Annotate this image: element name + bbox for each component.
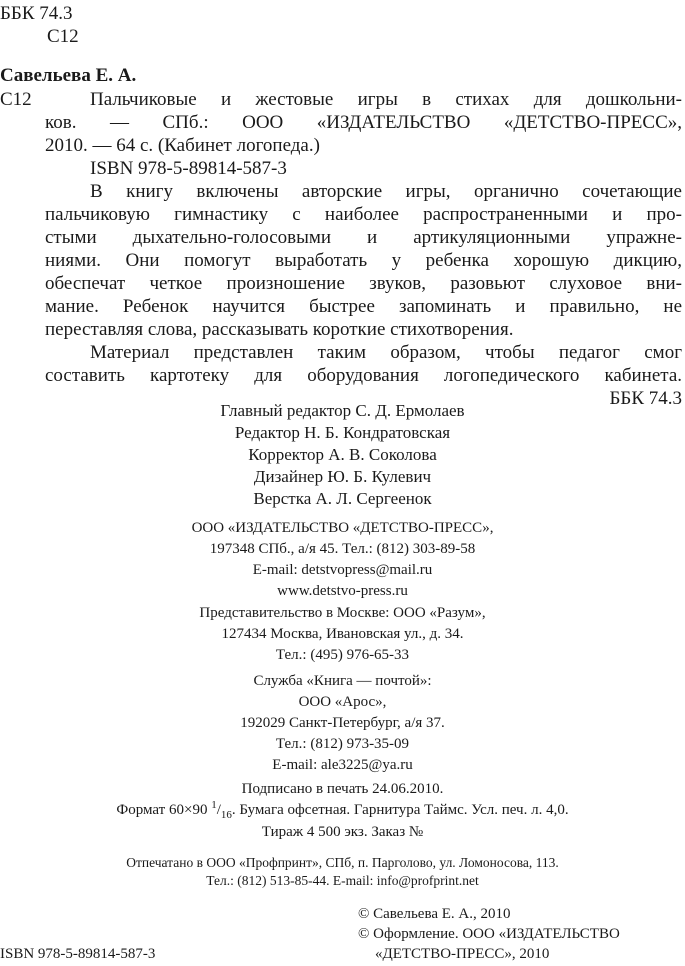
printer-line: Тел.: (812) 513-85-44. E-mail: info@profprint.net (206, 873, 479, 888)
credit-line: Корректор А. В. Соколова (248, 445, 437, 464)
publisher-info (0, 519, 685, 603)
publisher-line: E-mail: detstvopress@mail.ru (252, 562, 433, 578)
annotation-line: Материал представлен таким образом, чтобы педагог смог (90, 342, 682, 363)
mail-service-line: 192029 Санкт-Петербург, а/я 37. (240, 715, 445, 731)
record-line-2: ков. — СПб.: ООО «ИЗДАТЕЛЬСТВО «ДЕТСТВО-ПРЕСС», (45, 112, 682, 133)
record-line-3: 2010. — 64 с. (Кабинет логопеда.) (45, 135, 320, 156)
author-heading: Савельева Е. А. (0, 65, 137, 86)
annotation-line: составить картотеку для оборудования логопедического кабинета. (45, 365, 682, 386)
copyright-line: © Савельева Е. А., 2010 (358, 906, 511, 922)
moscow-line: 127434 Москва, Ивановская ул., д. 34. (221, 626, 464, 642)
format-line: Формат 60×90 $^1/_{16}$. Бумага офсетная. Гарнитура Таймс. Усл. печ. л. 4,0. (116, 799, 569, 821)
publisher-line: ООО «ИЗДАТЕЛЬСТВО «ДЕТСТВО-ПРЕСС», (191, 520, 494, 536)
annotation-line: ниями. Они помогут выработать у ребенка хорошую дикцию, (45, 250, 682, 271)
credit-line: Главный редактор С. Д. Ермолаев (220, 401, 465, 420)
publisher-line: 197348 СПб., а/я 45. Тел.: (812) 303-89-58 (209, 541, 476, 557)
mail-service-line: Тел.: (812) 973-35-09 (275, 736, 410, 752)
signed-for-print: Подписано в печать 24.06.2010. (241, 781, 444, 797)
mail-service (0, 672, 685, 777)
annotation-line: переставляя слова, рассказывать короткие стихотворения. (45, 319, 514, 340)
credit-line: Дизайнер Ю. Б. Кулевич (253, 467, 432, 486)
bbk-code-bottom: ББК 74.3 (609, 388, 682, 409)
moscow-line: Представительство в Москве: ООО «Разум», (199, 605, 486, 621)
fraction-numerator: 1 (211, 799, 217, 811)
record-cutter: С12 (0, 89, 32, 110)
credit-line: Редактор Н. Б. Кондратовская (234, 423, 451, 442)
moscow-office (0, 604, 685, 667)
print-data (0, 780, 685, 844)
credit-line: Верстка А. Л. Сергеенок (253, 489, 432, 508)
moscow-line: Тел.: (495) 976-65-33 (275, 647, 410, 663)
print-run: Тираж 4 500 экз. Заказ № (261, 824, 424, 840)
annotation-line: мание. Ребенок научится быстрее запоминать и правильно, не (45, 296, 682, 317)
isbn-bottom: ISBN 978-5-89814-587-3 (0, 946, 156, 962)
mail-service-line: E-mail: ale3225@ya.ru (272, 757, 413, 773)
mail-service-line: ООО «Арос», (298, 694, 387, 710)
publisher-line: www.detstvo-press.ru (277, 583, 408, 599)
credits (0, 400, 685, 510)
annotation-line: В книгу включены авторские игры, органично сочетающие (90, 181, 682, 202)
annotation-line: стыми дыхательно-голосовыми и артикуляционными упражне- (45, 227, 682, 248)
printer-line: Отпечатано в ООО «Профпринт», СПб, п. Парголово, ул. Ломоносова, 113. (126, 855, 559, 870)
record-isbn: ISBN 978-5-89814-587-3 (90, 158, 287, 179)
record-line-1: Пальчиковые и жестовые игры в стихах для дошкольни- (90, 89, 682, 110)
annotation-line: пальчиковую гимнастику с наиболее распространенными и про- (45, 204, 682, 225)
fraction-denominator: 16 (220, 809, 232, 821)
mail-service-line: Служба «Книга — почтой»: (253, 673, 432, 689)
copyright-line: © Оформление. ООО «ИЗДАТЕЛЬСТВО (358, 926, 620, 942)
bbk-code-top: ББК 74.3 (0, 3, 73, 24)
annotation-line: обеспечат четкое произношение звуков, разовьют слуховое вни- (45, 273, 682, 294)
cutter-code-top: С12 (47, 26, 79, 47)
printer-info (0, 854, 685, 890)
copyright-line: «ДЕТСТВО-ПРЕСС», 2010 (375, 946, 550, 962)
